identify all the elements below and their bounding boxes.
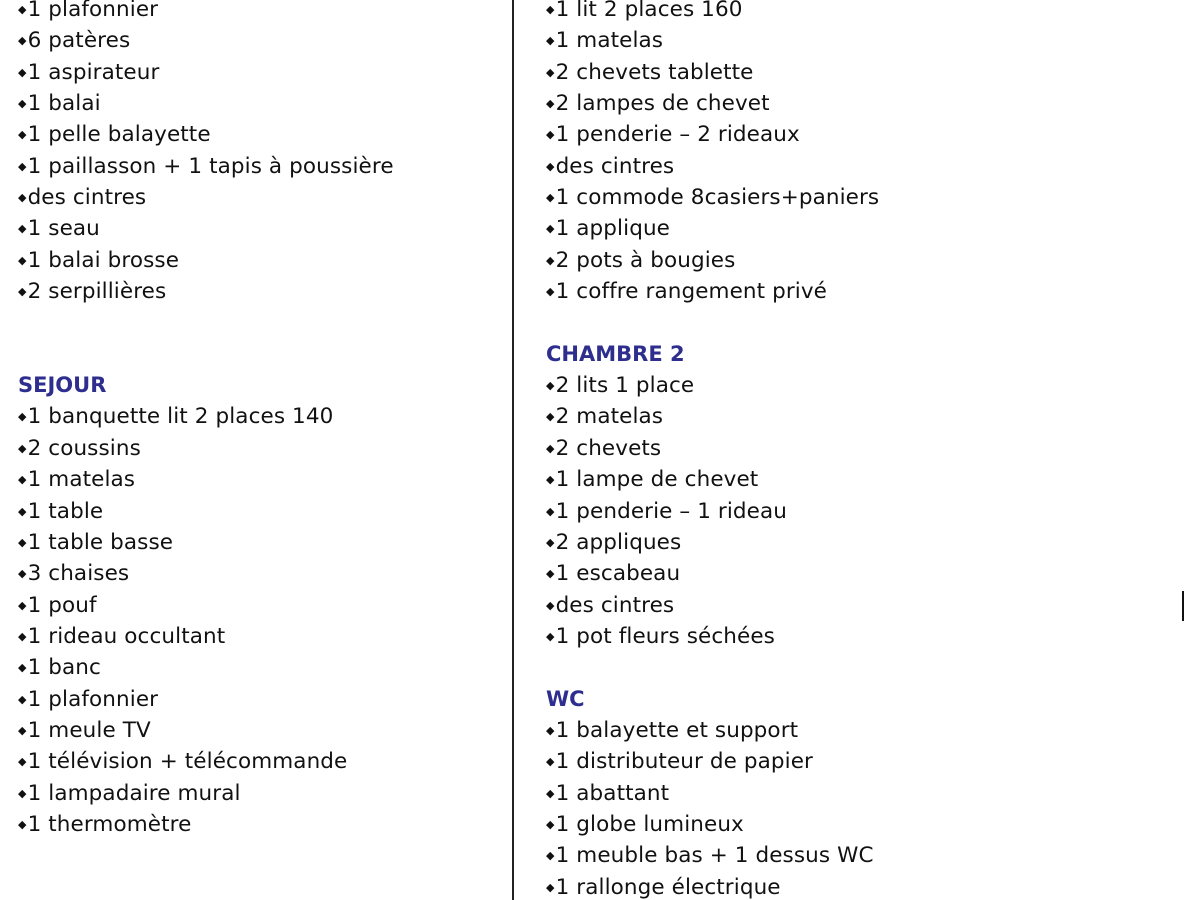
diamond-bullet-icon: ◆: [546, 97, 555, 111]
diamond-bullet-icon: ◆: [18, 191, 27, 205]
diamond-bullet-icon: ◆: [18, 65, 27, 79]
list-item: [18, 652, 498, 683]
list-item-text: 1 penderie – 1 rideau: [555, 498, 788, 524]
list-item: [18, 809, 498, 840]
list-item-text: 2 lits 1 place: [555, 373, 695, 399]
diamond-bullet-icon: ◆: [546, 441, 555, 455]
diamond-bullet-icon: ◆: [546, 253, 555, 267]
diamond-bullet-icon: ◆: [546, 34, 555, 48]
list-item-text: 1 meule TV: [27, 717, 151, 743]
diamond-bullet-icon: ◆: [18, 285, 27, 299]
list-item-text: 1 pot fleurs séchées: [555, 623, 775, 649]
diamond-bullet-icon: ◆: [18, 441, 27, 455]
list-item-text: 1 lampe de chevet: [555, 467, 759, 493]
list-item-text: 1 thermomètre: [27, 811, 192, 837]
right-top-list: [546, 0, 1146, 307]
list-item: [18, 715, 498, 746]
list-item: [546, 527, 1146, 558]
spacer: [546, 652, 1146, 683]
list-item-text: des cintres: [555, 153, 675, 179]
list-item-text: 1 télévision + télécommande: [27, 749, 348, 775]
list-item-text: 1 applique: [555, 216, 670, 242]
list-item-text: 1 abattant: [555, 780, 670, 806]
diamond-bullet-icon: ◆: [546, 880, 555, 894]
diamond-bullet-icon: ◆: [18, 661, 27, 675]
diamond-bullet-icon: ◆: [546, 159, 555, 173]
list-item-text: 1 globe lumineux: [555, 811, 744, 837]
spacer: [18, 339, 498, 370]
list-item: [546, 276, 1146, 307]
list-item: [546, 0, 1146, 25]
spacer: [546, 307, 1146, 338]
list-item: [18, 527, 498, 558]
list-item: [18, 621, 498, 652]
list-item: [546, 151, 1146, 182]
list-item-text: 2 coussins: [27, 435, 141, 461]
diamond-bullet-icon: ◆: [18, 159, 27, 173]
list-item-text: 1 matelas: [555, 28, 664, 54]
diamond-bullet-icon: ◆: [18, 567, 27, 581]
diamond-bullet-icon: ◆: [18, 410, 27, 424]
list-item: [546, 715, 1146, 746]
list-item: [546, 496, 1146, 527]
diamond-bullet-icon: ◆: [546, 473, 555, 487]
list-item: [546, 401, 1146, 432]
diamond-bullet-icon: ◆: [18, 34, 27, 48]
diamond-bullet-icon: ◆: [546, 191, 555, 205]
diamond-bullet-icon: ◆: [546, 629, 555, 643]
diamond-bullet-icon: ◆: [546, 285, 555, 299]
list-item-text: 1 commode 8casiers+paniers: [555, 185, 880, 211]
list-item-text: 6 patères: [27, 28, 131, 54]
wc-list: [546, 715, 1146, 900]
list-item: [18, 401, 498, 432]
list-item: [18, 119, 498, 150]
diamond-bullet-icon: ◆: [18, 535, 27, 549]
list-item: [18, 245, 498, 276]
list-item-text: 2 matelas: [555, 404, 664, 430]
diamond-bullet-icon: ◆: [18, 629, 27, 643]
list-item-text: des cintres: [555, 592, 675, 618]
diamond-bullet-icon: ◆: [546, 567, 555, 581]
list-item-text: 1 rallonge électrique: [555, 874, 781, 900]
list-item: [18, 496, 498, 527]
list-item: [546, 746, 1146, 777]
diamond-bullet-icon: ◆: [18, 598, 27, 612]
diamond-bullet-icon: ◆: [18, 222, 27, 236]
sejour-list: [18, 401, 498, 840]
list-item-text: 1 lit 2 places 160: [555, 0, 743, 22]
diamond-bullet-icon: ◆: [546, 817, 555, 831]
diamond-bullet-icon: ◆: [546, 504, 555, 518]
diamond-bullet-icon: ◆: [546, 65, 555, 79]
left-top-list: [18, 0, 498, 307]
section-title-chambre2: CHAMBRE 2: [546, 341, 685, 366]
list-item: [546, 621, 1146, 652]
list-item-text: 2 serpillières: [27, 279, 167, 305]
list-item: [546, 370, 1146, 401]
diamond-bullet-icon: ◆: [18, 97, 27, 111]
list-item-text: 1 plafonnier: [27, 0, 159, 22]
list-item: [18, 464, 498, 495]
list-item: [546, 57, 1146, 88]
list-item: [546, 119, 1146, 150]
list-item-text: 1 penderie – 2 rideaux: [555, 122, 800, 148]
list-item-text: 1 banc: [27, 655, 101, 681]
list-item-text: des cintres: [27, 185, 147, 211]
list-item-text: 1 seau: [27, 216, 100, 242]
list-item-text: 2 pots à bougies: [555, 247, 736, 273]
spacer: [18, 307, 498, 338]
list-item-text: 1 table: [27, 498, 104, 524]
list-item: [18, 746, 498, 777]
list-item-text: 1 distributeur de papier: [555, 749, 813, 775]
list-item: [18, 684, 498, 715]
list-item-text: 1 banquette lit 2 places 140: [27, 404, 334, 430]
diamond-bullet-icon: ◆: [546, 3, 555, 16]
right-column: [546, 0, 1146, 900]
list-item-text: 1 balayette et support: [555, 717, 799, 743]
diamond-bullet-icon: ◆: [18, 128, 27, 142]
list-item-text: 3 chaises: [27, 561, 130, 587]
list-item-text: 1 paillasson + 1 tapis à poussière: [27, 153, 394, 179]
list-item-text: 2 lampes de chevet: [555, 91, 770, 117]
diamond-bullet-icon: ◆: [546, 849, 555, 863]
chambre2-list: [546, 370, 1146, 652]
list-item-text: 1 lampadaire mural: [27, 780, 241, 806]
section-title-sejour: SEJOUR: [18, 373, 107, 398]
list-item: [546, 840, 1146, 871]
diamond-bullet-icon: ◆: [18, 3, 27, 16]
diamond-bullet-icon: ◆: [18, 692, 27, 706]
list-item: [18, 433, 498, 464]
list-item-text: 1 escabeau: [555, 561, 681, 587]
list-item-text: 1 balai: [27, 91, 101, 117]
list-item: [546, 25, 1146, 56]
diamond-bullet-icon: ◆: [546, 535, 555, 549]
list-item: [18, 25, 498, 56]
diamond-bullet-icon: ◆: [18, 504, 27, 518]
text-cursor: [1182, 591, 1184, 621]
diamond-bullet-icon: ◆: [18, 723, 27, 737]
diamond-bullet-icon: ◆: [546, 128, 555, 142]
list-item-text: 1 balai brosse: [27, 247, 180, 273]
list-item: [18, 276, 498, 307]
diamond-bullet-icon: ◆: [546, 222, 555, 236]
list-item-text: 2 chevets: [555, 435, 662, 461]
list-item-text: 1 coffre rangement privé: [555, 279, 828, 305]
diamond-bullet-icon: ◆: [546, 786, 555, 800]
diamond-bullet-icon: ◆: [18, 253, 27, 267]
diamond-bullet-icon: ◆: [546, 379, 555, 393]
list-item: [18, 88, 498, 119]
list-item: [18, 213, 498, 244]
list-item: [18, 182, 498, 213]
list-item-text: 1 matelas: [27, 467, 136, 493]
list-item-text: 1 plafonnier: [27, 686, 159, 712]
list-item: [546, 778, 1146, 809]
list-item: [546, 590, 1146, 621]
list-item: [18, 590, 498, 621]
list-item: [546, 245, 1146, 276]
list-item-text: 1 pouf: [27, 592, 97, 618]
diamond-bullet-icon: ◆: [546, 598, 555, 612]
list-item: [546, 464, 1146, 495]
diamond-bullet-icon: ◆: [546, 755, 555, 769]
list-item-text: 1 pelle balayette: [27, 122, 211, 148]
list-item: [18, 0, 498, 25]
list-item: [18, 778, 498, 809]
list-item: [546, 558, 1146, 589]
diamond-bullet-icon: ◆: [18, 817, 27, 831]
list-item: [546, 88, 1146, 119]
list-item: [546, 182, 1146, 213]
list-item: [18, 151, 498, 182]
diamond-bullet-icon: ◆: [546, 723, 555, 737]
diamond-bullet-icon: ◆: [546, 410, 555, 424]
list-item-text: 1 rideau occultant: [27, 623, 226, 649]
list-item: [18, 57, 498, 88]
list-item-text: 1 table basse: [27, 529, 174, 555]
diamond-bullet-icon: ◆: [18, 786, 27, 800]
diamond-bullet-icon: ◆: [18, 473, 27, 487]
list-item-text: 1 meuble bas + 1 dessus WC: [555, 843, 874, 869]
list-item: [18, 558, 498, 589]
list-item: [546, 433, 1146, 464]
section-title-wc: WC: [546, 686, 585, 711]
list-item: [546, 872, 1146, 900]
list-item: [546, 213, 1146, 244]
list-item: [546, 809, 1146, 840]
left-column: [18, 0, 498, 840]
list-item-text: 1 aspirateur: [27, 59, 160, 85]
list-item-text: 2 chevets tablette: [555, 59, 754, 85]
column-divider: [512, 0, 514, 900]
diamond-bullet-icon: ◆: [18, 755, 27, 769]
list-item-text: 2 appliques: [555, 529, 682, 555]
